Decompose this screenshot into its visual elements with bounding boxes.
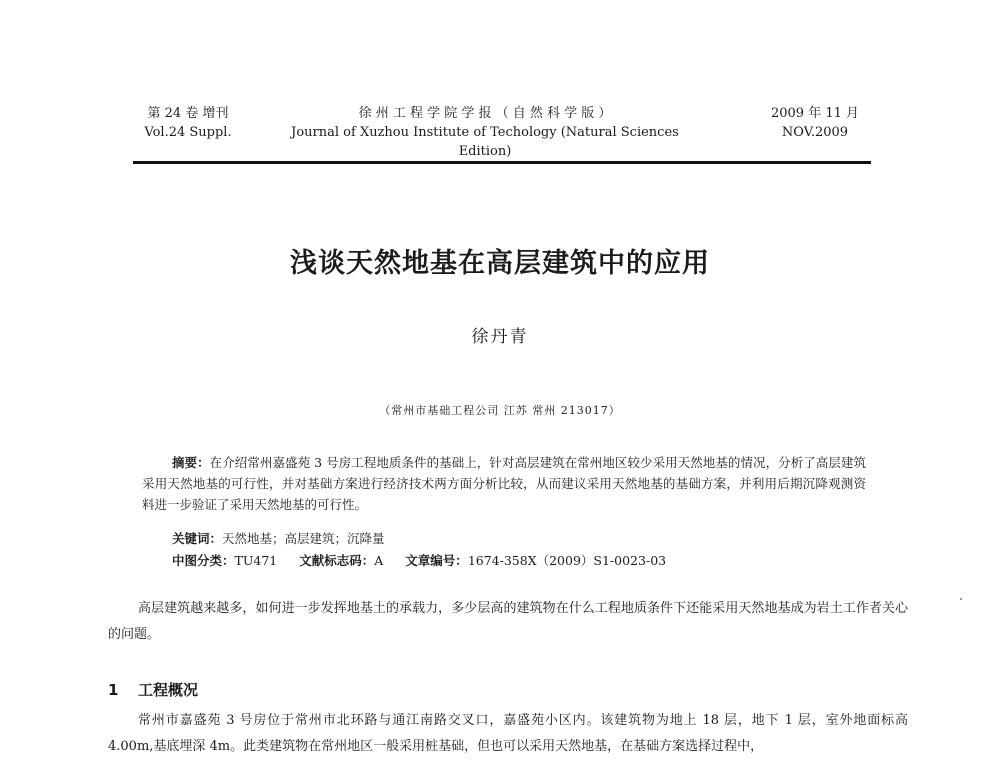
article-number-value: 1674-358X（2009）S1-0023-03 [467, 553, 667, 568]
header-rule [133, 161, 871, 164]
section-title: 工程概况 [138, 681, 199, 699]
clc-value: TU471 [234, 553, 278, 568]
abstract-text: 在介绍常州嘉盛苑 3 号房工程地质条件的基础上，针对高层建筑在常州地区较少采用天然地基的情况，分析了高层建筑采用天然地基的可行性，并对基础方案进行经济技术两方面分析比较，从而建议采用天然地基的基础方案，并利用后期沉降观测资料进一步验证了采用天然地基的可行性。 [142, 455, 866, 512]
date-en: NOV.2009 [781, 125, 849, 140]
section-body: 常州市嘉盛苑 3 号房位于常州市北环路与通江南路交叉口，嘉盛苑小区内。该建筑物为地上 18 层，地下 1 层，室外地面标高 4.00m,基底埋深 4m。此类建筑物在常州地区一般采用桩基础，但也可以采用天然地基，在基础方案选择过程中， [108, 713, 908, 754]
date-cn: 2009 年 11 月 [770, 106, 860, 121]
classification-line [172, 550, 666, 571]
volume-en: Vol.24 Suppl. [144, 125, 232, 140]
paper-author: 徐丹青 [471, 327, 529, 347]
doc-code-label: 文献标志码： [299, 553, 375, 568]
header-journal [270, 104, 700, 161]
header-date [760, 104, 870, 142]
abstract [142, 452, 866, 515]
journal-cn: 徐 州 工 程 学 院 学 报 （ 自 然 科 学 版 ） [358, 106, 612, 121]
keywords-text: 天然地基；高层建筑；沉降量 [222, 531, 385, 546]
doc-code-value: A [374, 553, 384, 568]
abstract-label: 摘要： [172, 455, 210, 470]
section-heading [108, 679, 198, 700]
paper-affiliation: （常州市基础工程公司 江苏 常州 213017） [379, 404, 621, 417]
article-number-label: 文章编号： [405, 553, 468, 568]
keywords [172, 528, 385, 549]
keywords-label: 关键词： [172, 531, 223, 546]
section-number: 1 [108, 681, 119, 699]
paper-title: 浅谈天然地基在高层建筑中的应用 [290, 248, 710, 279]
volume-cn: 第 24 卷 增刊 [147, 106, 229, 121]
scan-speck [960, 598, 962, 600]
journal-en: Journal of Xuzhou Institute of Techology (Natural Sciences Edition) [291, 125, 679, 159]
clc-label: 中图分类： [172, 553, 235, 568]
intro-paragraph: 高层建筑越来越多，如何进一步发挥地基土的承载力，多少层高的建筑物在什么工程地质条件下还能采用天然地基成为岩土工作者关心的问题。 [108, 601, 908, 642]
header-volume [133, 104, 243, 142]
